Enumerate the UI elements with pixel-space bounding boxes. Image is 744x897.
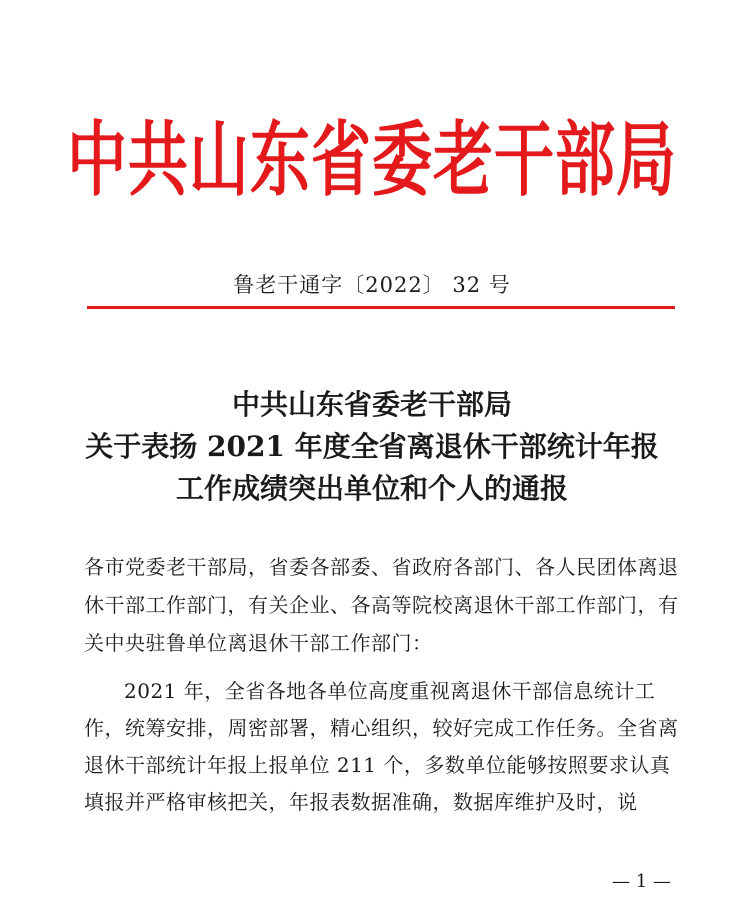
salutation: 各市党委老干部局，省委各部委、省政府各部门、各人民团体离退休干部工作部门，有关企业、各高等院校离退休干部工作部门，有关中央驻鲁单位离退休干部工作部门： (84, 555, 679, 655)
document-title (0, 384, 744, 510)
body-paragraph-text: 2021 年，全省各地各单位高度重视离退休干部信息统计工作，统筹安排，周密部署，精心组织，较好完成工作任务。全省离退休干部统计年报上报单位 211 个，多数单位能够按照要求认真填报并严格审核把关，年报表数据准确，数据库维护及时，说 (84, 679, 679, 814)
body-paragraph (84, 673, 690, 821)
title-line-3: 工作成绩突出单位和个人的通报 (175, 472, 568, 505)
red-divider-line (87, 306, 675, 309)
issuing-authority-header: 中共山东省委老干部局 (67, 113, 677, 208)
title-line-2: 关于表扬 2021 年度全省离退休干部统计年报 (85, 430, 659, 463)
title-line-1: 中共山东省委老干部局 (231, 388, 512, 421)
document-number: 鲁老干通字〔2022〕 32 号 (233, 273, 511, 297)
page-number: — 1 — (612, 871, 671, 892)
